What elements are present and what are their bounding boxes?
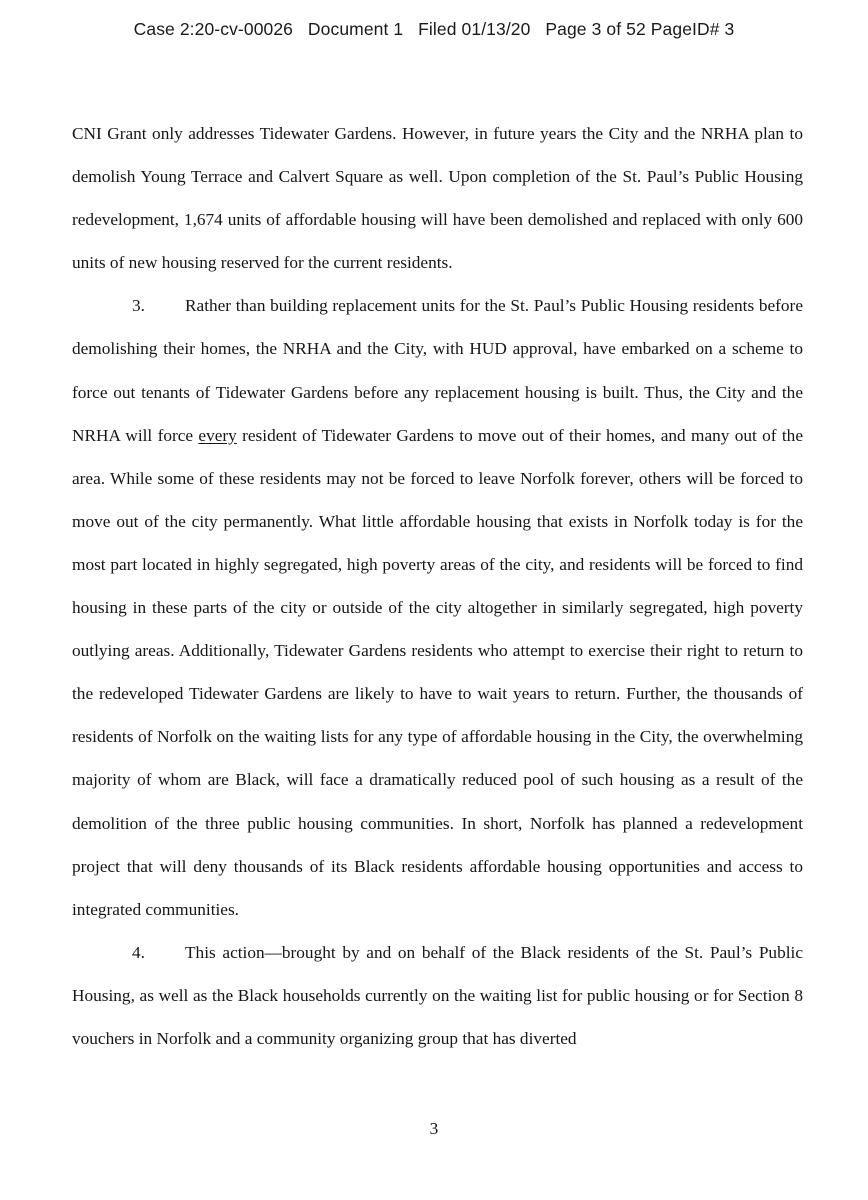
paragraph-3 (72, 284, 803, 930)
paragraph-text: This action—brought by and on behalf of the Black residents of the St. Paul’s Public Housing, as well as the Black households currently on the waiting list for public housing or for Section 8 vouchers in Norfolk and a community organizing group that has diverted (72, 942, 803, 1048)
page-number: 3 (429, 1119, 439, 1138)
continuation-paragraph: CNI Grant only addresses Tidewater Gardens. However, in future years the City and the NRHA plan to demolish Young Terrace and Calvert Square as well. Upon completion of the St. Paul’s Public Housing redevelopment, 1,674 units of affordable housing will have been demolished and replaced with only 600 units of new housing reserved for the current residents. (72, 124, 803, 273)
paragraph-4 (72, 931, 803, 1060)
case-header: Case 2:20-cv-00026 Document 1 Filed 01/13/20 Page 3 of 52 PageID# 3 (133, 19, 735, 39)
paragraph-text: resident of Tidewater Gardens to move out of their homes, and many out of the area. While some of these residents may not be forced to leave Norfolk forever, others will be forced to move out of the city permanently. What little affordable housing that exists in Norfolk today is for the most part located in highly segregated, high poverty areas of the city, and residents will be forced to find housing in these parts of the city or outside of the city altogether in similarly segregated, high poverty outlying areas. Additionally, Tidewater Gardens residents who attempt to exercise their right to return to the redeveloped Tidewater Gardens are likely to have to wait years to return. Further, the thousands of residents of Norfolk on the waiting lists for any type of affordable housing in the City, the overwhelming majority of whom are Black, will face a dramatically reduced pool of such housing as a result of the demolition of the three public housing communities. In short, Norfolk has planned a redevelopment project that will deny thousands of its Black residents affordable housing opportunities and access to integrated communities. (72, 425, 803, 919)
document-body (72, 112, 803, 1060)
paragraph-number: 4. (132, 942, 145, 962)
paragraph-text: Rather than building replacement units for the St. Paul’s Public Housing residents before demolishing their homes, the NRHA and the City, with HUD approval, have embarked on a scheme to force out tenants of Tidewater Gardens before any replacement housing is built. Thus, the City and the NRHA will force (72, 296, 803, 445)
paragraph-number: 3. (132, 296, 145, 316)
underlined-word: every (198, 425, 237, 445)
